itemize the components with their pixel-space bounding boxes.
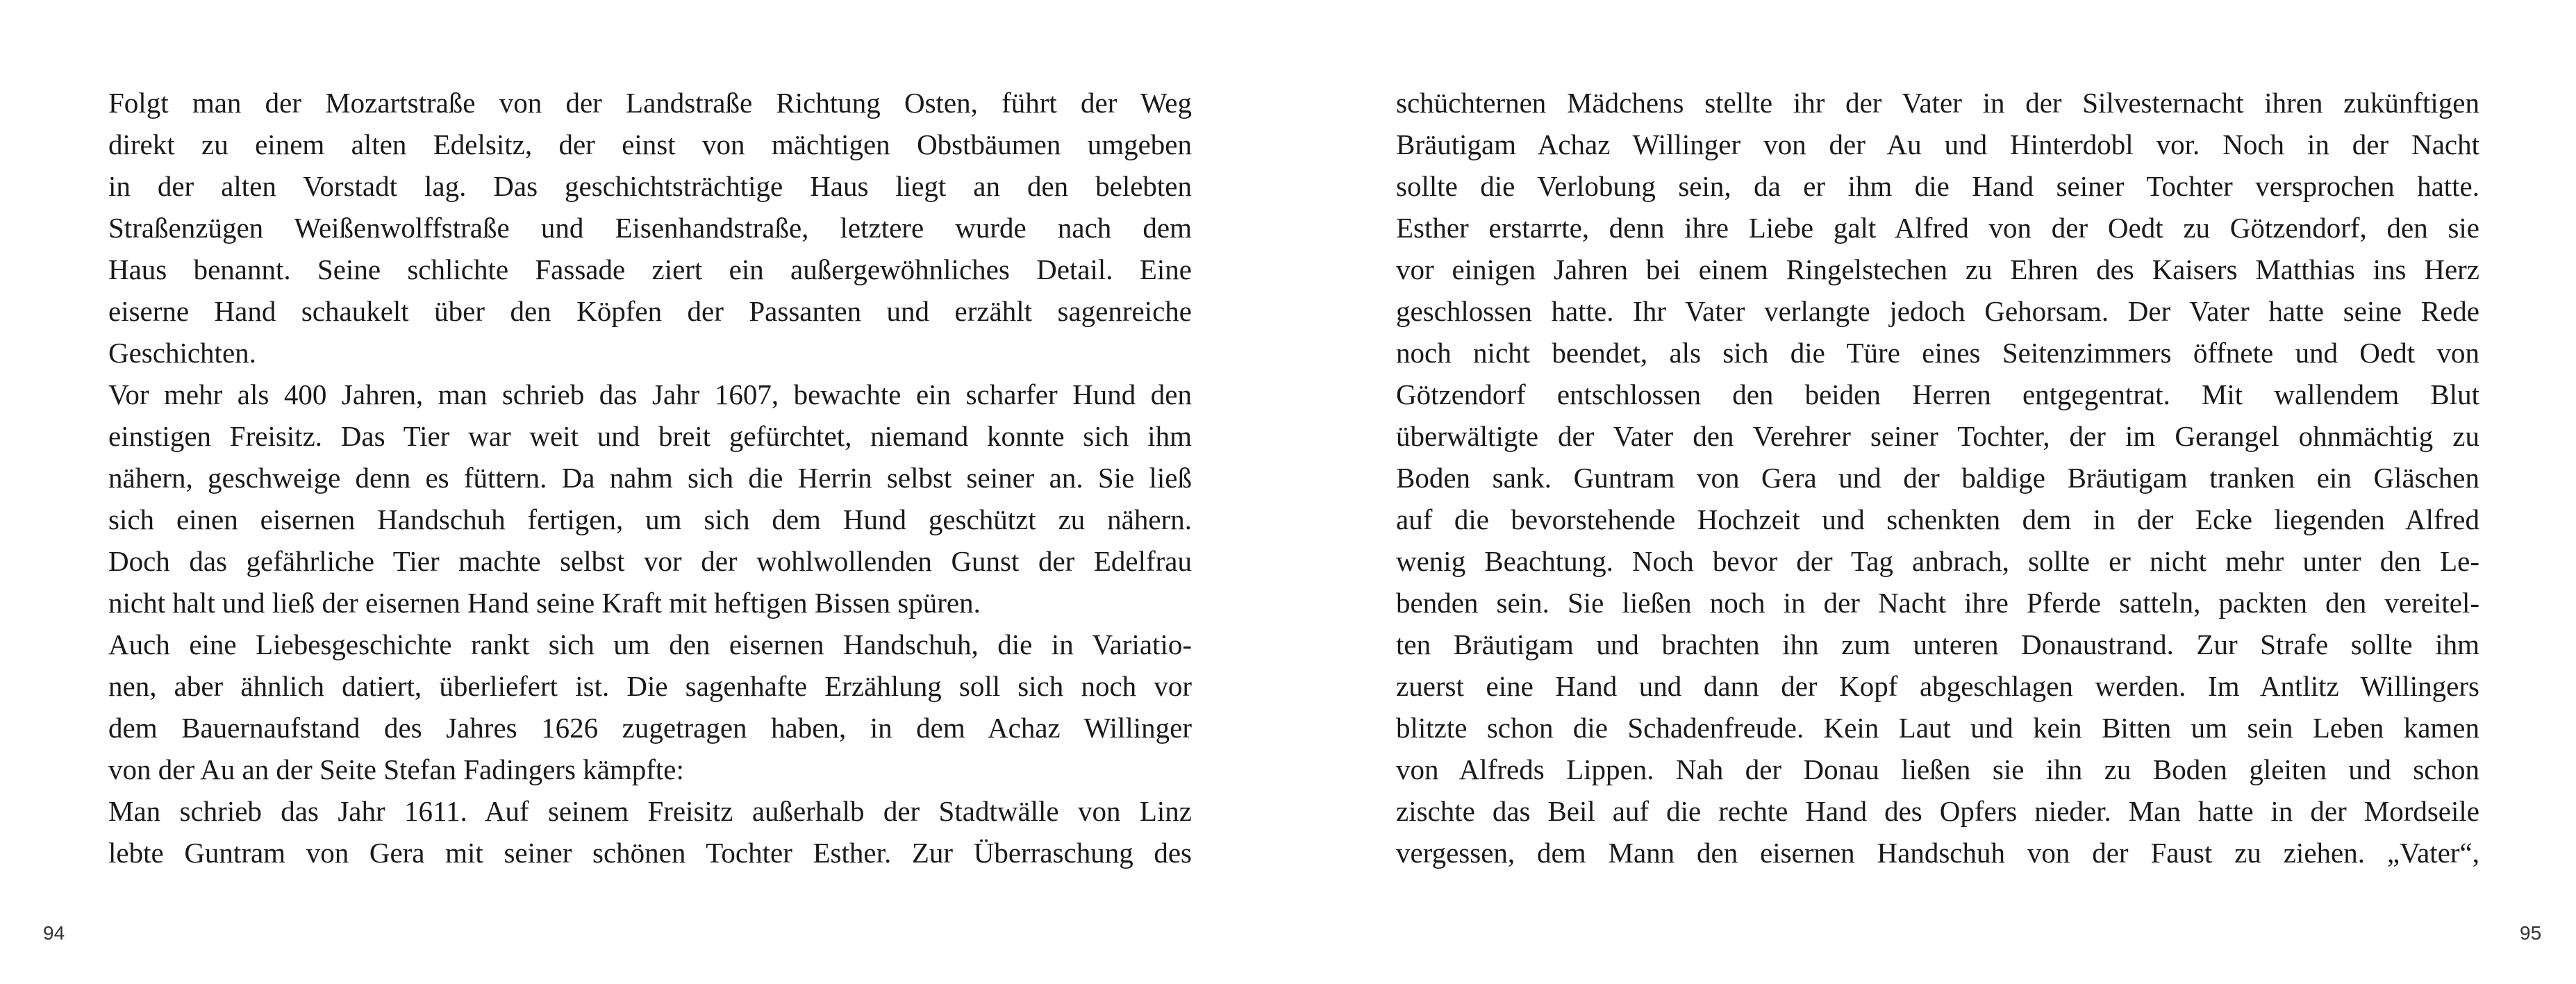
text-line: Götzendorf entschlossen den beiden Herren entgegentrat. Mit wallendem Blut: [1396, 378, 2479, 410]
text-line: wenig Beachtung. Noch bevor der Tag anbrach, sollte er nicht mehr unter den Le-: [1396, 545, 2479, 577]
text-line: nähern, geschweige denn es füttern. Da nahm sich die Herrin selbst seiner an. Sie ließ: [108, 462, 1192, 494]
text-line: Haus benannt. Seine schlichte Fassade ziert ein außergewöhnliches Detail. Eine: [108, 253, 1192, 285]
text-line: Straßenzügen Weißenwolffstraße und Eisenhandstraße, letztere wurde nach dem: [108, 212, 1192, 244]
page-number-right: 95: [2520, 922, 2542, 944]
text-line: nicht halt und ließ der eisernen Hand seine Kraft mit heftigen Bissen spüren.: [108, 587, 981, 619]
text-line: eiserne Hand schaukelt über den Köpfen der Passanten und erzählt sagenreiche: [108, 295, 1192, 327]
text-line: Man schrieb das Jahr 1611. Auf seinem Freisitz außerhalb der Stadtwälle von Linz: [108, 795, 1192, 827]
text-line: lebte Guntram von Gera mit seiner schönen Tochter Esther. Zur Überraschung des: [108, 837, 1192, 869]
text-line: vergessen, dem Mann den eisernen Handschuh von der Faust zu ziehen. „Vater“,: [1396, 837, 2479, 869]
text-line: direkt zu einem alten Edelsitz, der einst von mächtigen Obstbäumen umgeben: [108, 128, 1192, 160]
text-line: Auch eine Liebesgeschichte rankt sich um den eisernen Handschuh, die in Variatio-: [108, 628, 1192, 660]
text-line: Folgt man der Mozartstraße von der Landstraße Richtung Osten, führt der Weg: [108, 87, 1192, 119]
text-line: von Alfreds Lippen. Nah der Donau ließen sie ihn zu Boden gleiten und schon: [1396, 753, 2479, 785]
text-line: zuerst eine Hand und dann der Kopf abgeschlagen werden. Im Antlitz Willingers: [1396, 670, 2479, 702]
text-line: blitzte schon die Schadenfreude. Kein Laut und kein Bitten um sein Leben kamen: [1396, 712, 2479, 744]
right-page: [1288, 0, 2576, 984]
text-line: sich einen eisernen Handschuh fertigen, um sich dem Hund geschützt zu nähern.: [108, 503, 1192, 535]
text-line: auf die bevorstehende Hochzeit und schenkten dem in der Ecke liegenden Alfred: [1396, 503, 2479, 535]
text-line: zischte das Beil auf die rechte Hand des Opfers nieder. Man hatte in der Mordseile: [1396, 795, 2479, 827]
text-line: vor einigen Jahren bei einem Ringelstechen zu Ehren des Kaisers Matthias ins Herz: [1396, 253, 2479, 285]
right-page-text: [1396, 82, 2479, 874]
text-line: Esther erstarrte, denn ihre Liebe galt Alfred von der Oedt zu Götzendorf, den sie: [1396, 212, 2479, 244]
page-number-left: 94: [43, 922, 65, 944]
text-line: von der Au an der Seite Stefan Fadingers kämpfte:: [108, 753, 684, 785]
text-line: einstigen Freisitz. Das Tier war weit und breit gefürchtet, niemand konnte sich ihm: [108, 420, 1192, 452]
text-line: sollte die Verlobung sein, da er ihm die Hand seiner Tochter versprochen hatte.: [1396, 170, 2479, 202]
text-line: ten Bräutigam und brachten ihn zum unteren Donaustrand. Zur Strafe sollte ihm: [1396, 628, 2479, 660]
text-line: Boden sank. Guntram von Gera und der baldige Bräutigam tranken ein Gläschen: [1396, 462, 2479, 494]
text-line: Geschichten.: [108, 337, 256, 369]
text-line: Doch das gefährliche Tier machte selbst vor der wohlwollenden Gunst der Edelfrau: [108, 545, 1192, 577]
text-line: überwältigte der Vater den Verehrer seiner Tochter, der im Gerangel ohnmächtig zu: [1396, 420, 2479, 452]
text-line: dem Bauernaufstand des Jahres 1626 zugetragen haben, in dem Achaz Willinger: [108, 712, 1192, 744]
text-line: Bräutigam Achaz Willinger von der Au und Hinterdobl vor. Noch in der Nacht: [1396, 128, 2479, 160]
text-line: geschlossen hatte. Ihr Vater verlangte jedoch Gehorsam. Der Vater hatte seine Rede: [1396, 295, 2479, 327]
text-line: schüchternen Mädchens stellte ihr der Vater in der Silvesternacht ihren zukünftigen: [1396, 87, 2479, 119]
text-line: benden sein. Sie ließen noch in der Nacht ihre Pferde satteln, packten den vereitel-: [1396, 587, 2479, 619]
text-line: noch nicht beendet, als sich die Türe eines Seitenzimmers öffnete und Oedt von: [1396, 337, 2479, 369]
text-line: Vor mehr als 400 Jahren, man schrieb das Jahr 1607, bewachte ein scharfer Hund den: [108, 378, 1192, 410]
text-line: in der alten Vorstadt lag. Das geschichtsträchtige Haus liegt an den belebten: [108, 170, 1192, 202]
text-line: nen, aber ähnlich datiert, überliefert ist. Die sagenhafte Erzählung soll sich noch vor: [108, 670, 1192, 702]
left-page-text: [108, 82, 1192, 874]
